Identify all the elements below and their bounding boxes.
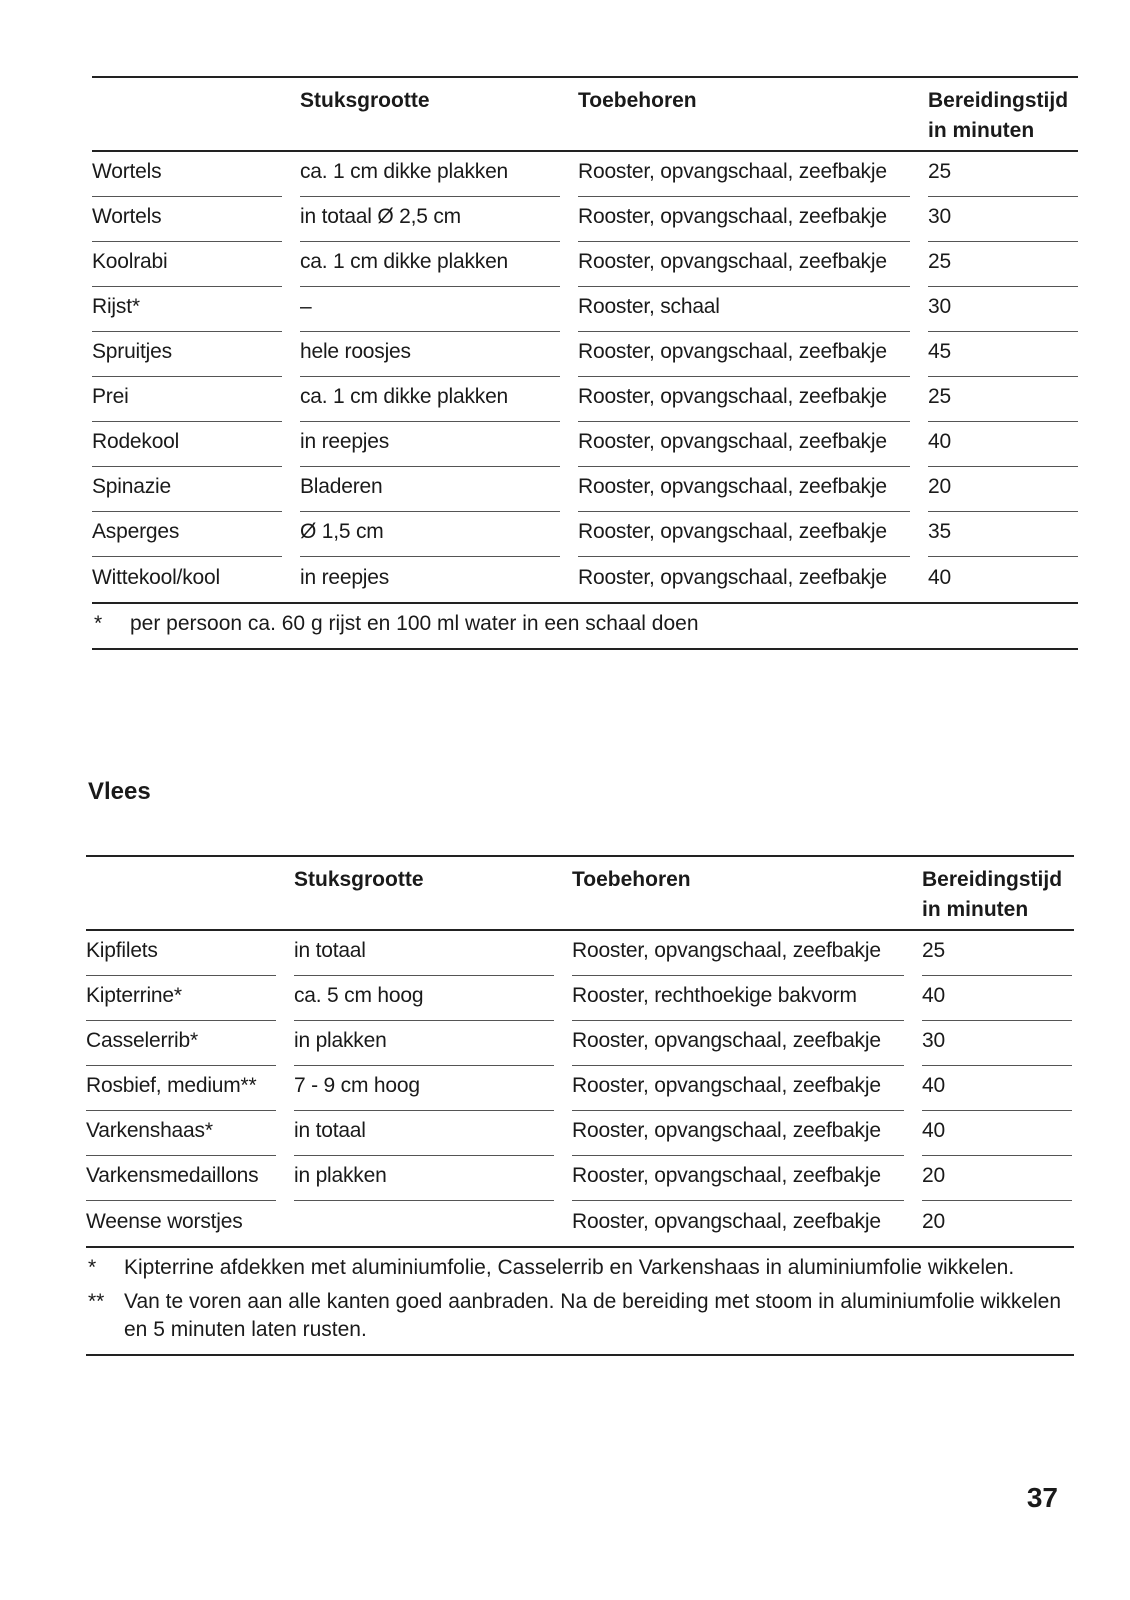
cell-time: 45: [928, 332, 1078, 377]
cell-accessories: Rooster, opvangschaal, zeefbakje: [572, 1021, 904, 1066]
footnote: [92, 604, 1078, 638]
header-time: Bereidingstijd in minuten: [922, 868, 1063, 921]
header-time: Bereidingstijd in minuten: [928, 89, 1069, 142]
table-row: [92, 287, 1078, 332]
table-row: [86, 1156, 1074, 1201]
table-header: [92, 78, 1078, 150]
cell-time: 25: [928, 377, 1078, 422]
cell-time: 30: [922, 1021, 1072, 1066]
cell-accessories: Rooster, opvangschaal, zeefbakje: [578, 242, 910, 287]
cell-accessories: Rooster, opvangschaal, zeefbakje: [572, 931, 904, 976]
cell-accessories: Rooster, rechthoekige bakvorm: [572, 976, 904, 1021]
table-body: [86, 931, 1074, 1246]
cell-item: Kipfilets: [86, 931, 276, 976]
cell-size: in reepjes: [300, 422, 560, 467]
header-size: Stuksgrootte: [300, 89, 430, 112]
vegetables-table: [92, 76, 1078, 650]
cell-item: Spinazie: [92, 467, 282, 512]
table-bottom-rule: [86, 1354, 1074, 1356]
cell-item: Casselerrib*: [86, 1021, 276, 1066]
footnote-text: Van te voren aan alle kanten goed aanbraden. Na de bereiding met stoom in aluminiumfolie wikkelen en 5 minuten laten rusten.: [124, 1290, 1062, 1341]
cell-size: [294, 1202, 554, 1246]
cell-size: in plakken: [294, 1021, 554, 1066]
cell-item: Wortels: [92, 152, 282, 197]
cell-item: Rosbief, medium**: [86, 1066, 276, 1111]
cell-accessories: Rooster, opvangschaal, zeefbakje: [572, 1156, 904, 1201]
cell-item: Asperges: [92, 512, 282, 557]
cell-size: hele roosjes: [300, 332, 560, 377]
header-accessories: Toebehoren: [572, 868, 691, 891]
cell-accessories: Rooster, opvangschaal, zeefbakje: [578, 467, 910, 512]
footnote-text: per persoon ca. 60 g rijst en 100 ml water in een schaal doen: [130, 612, 699, 635]
table-header: [86, 857, 1074, 929]
table-row: [86, 1111, 1074, 1156]
header-item: [86, 865, 294, 929]
cell-item: Wittekool/kool: [92, 565, 220, 589]
cell-item: Rodekool: [92, 422, 282, 467]
table-row: [92, 242, 1078, 287]
table-bottom-rule: [92, 648, 1078, 650]
footnotes: [92, 604, 1078, 638]
cell-size: 7 - 9 cm hoog: [294, 1066, 554, 1111]
table-row: [86, 976, 1074, 1021]
cell-time: 40: [928, 565, 951, 589]
cell-item: Prei: [92, 377, 282, 422]
cell-item: Spruitjes: [92, 332, 282, 377]
cell-accessories: Rooster, opvangschaal, zeefbakje: [572, 1111, 904, 1156]
cell-size: in totaal: [294, 1111, 554, 1156]
cell-item: Rijst*: [92, 287, 282, 332]
cell-item: Kipterrine*: [86, 976, 276, 1021]
cell-item: Varkenshaas*: [86, 1111, 276, 1156]
cell-time: 40: [928, 422, 1078, 467]
cell-size: ca. 1 cm dikke plakken: [300, 377, 560, 422]
cell-size: in plakken: [294, 1156, 554, 1201]
cell-size: in totaal Ø 2,5 cm: [300, 197, 560, 242]
cell-time: 40: [922, 1111, 1072, 1156]
cell-size: Ø 1,5 cm: [300, 512, 560, 557]
cell-time: 30: [928, 197, 1078, 242]
cell-accessories: Rooster, opvangschaal, zeefbakje: [578, 332, 910, 377]
cell-accessories: Rooster, opvangschaal, zeefbakje: [578, 422, 910, 467]
cell-item: Koolrabi: [92, 242, 282, 287]
table-row: [92, 512, 1078, 557]
cell-size: ca. 1 cm dikke plakken: [300, 152, 560, 197]
cell-time: 20: [922, 1156, 1072, 1201]
table-row: [86, 1021, 1074, 1066]
cell-accessories: Rooster, opvangschaal, zeefbakje: [578, 197, 910, 242]
cell-time: 25: [922, 931, 1072, 976]
table-row: [92, 152, 1078, 197]
header-accessories: Toebehoren: [578, 89, 697, 112]
footnote: [86, 1282, 1074, 1344]
cell-time: 20: [928, 467, 1078, 512]
cell-time: 40: [922, 976, 1072, 1021]
cell-size: in totaal: [294, 931, 554, 976]
footnote-mark: *: [94, 612, 103, 635]
table-row: [92, 197, 1078, 242]
footnote-mark: *: [88, 1256, 97, 1279]
table-row: [92, 332, 1078, 377]
table-row: [92, 467, 1078, 512]
table-body: [92, 152, 1078, 602]
footnote: [86, 1248, 1074, 1282]
cell-accessories: Rooster, opvangschaal, zeefbakje: [578, 565, 887, 589]
meat-table: [86, 855, 1074, 1356]
cell-accessories: Rooster, schaal: [578, 287, 910, 332]
header-item: [92, 86, 300, 150]
cell-time: 35: [928, 512, 1078, 557]
cell-accessories: Rooster, opvangschaal, zeefbakje: [578, 152, 910, 197]
cell-accessories: Rooster, opvangschaal, zeefbakje: [578, 377, 910, 422]
cell-size: Bladeren: [300, 467, 560, 512]
cell-time: 30: [928, 287, 1078, 332]
cell-accessories: Rooster, opvangschaal, zeefbakje: [572, 1066, 904, 1111]
cell-time: 25: [928, 242, 1078, 287]
cell-size: in reepjes: [300, 565, 390, 589]
footnote-mark: **: [88, 1290, 105, 1313]
table-row: [92, 557, 1078, 602]
cell-time: 25: [928, 152, 1078, 197]
cell-item: Varkensmedaillons: [86, 1156, 276, 1201]
cell-time: 20: [922, 1209, 945, 1233]
footnotes: [86, 1248, 1074, 1344]
table-row: [92, 377, 1078, 422]
cell-size: ca. 1 cm dikke plakken: [300, 242, 560, 287]
cell-time: 40: [922, 1066, 1072, 1111]
cell-item: Wortels: [92, 197, 282, 242]
cell-accessories: Rooster, opvangschaal, zeefbakje: [578, 512, 910, 557]
cell-item: Weense worstjes: [86, 1209, 243, 1233]
cell-accessories: Rooster, opvangschaal, zeefbakje: [572, 1209, 881, 1233]
page-number: 37: [1026, 1482, 1058, 1513]
header-size: Stuksgrootte: [294, 868, 424, 891]
table-row: [86, 1066, 1074, 1111]
table-row: [86, 1201, 1074, 1246]
table-row: [92, 422, 1078, 467]
section-title: Vlees: [88, 778, 151, 805]
cell-size: –: [300, 287, 560, 332]
footnote-text: Kipterrine afdekken met aluminiumfolie, Casselerrib en Varkenshaas in aluminiumfolie wikkelen.: [124, 1256, 1015, 1279]
cell-size: ca. 5 cm hoog: [294, 976, 554, 1021]
table-row: [86, 931, 1074, 976]
